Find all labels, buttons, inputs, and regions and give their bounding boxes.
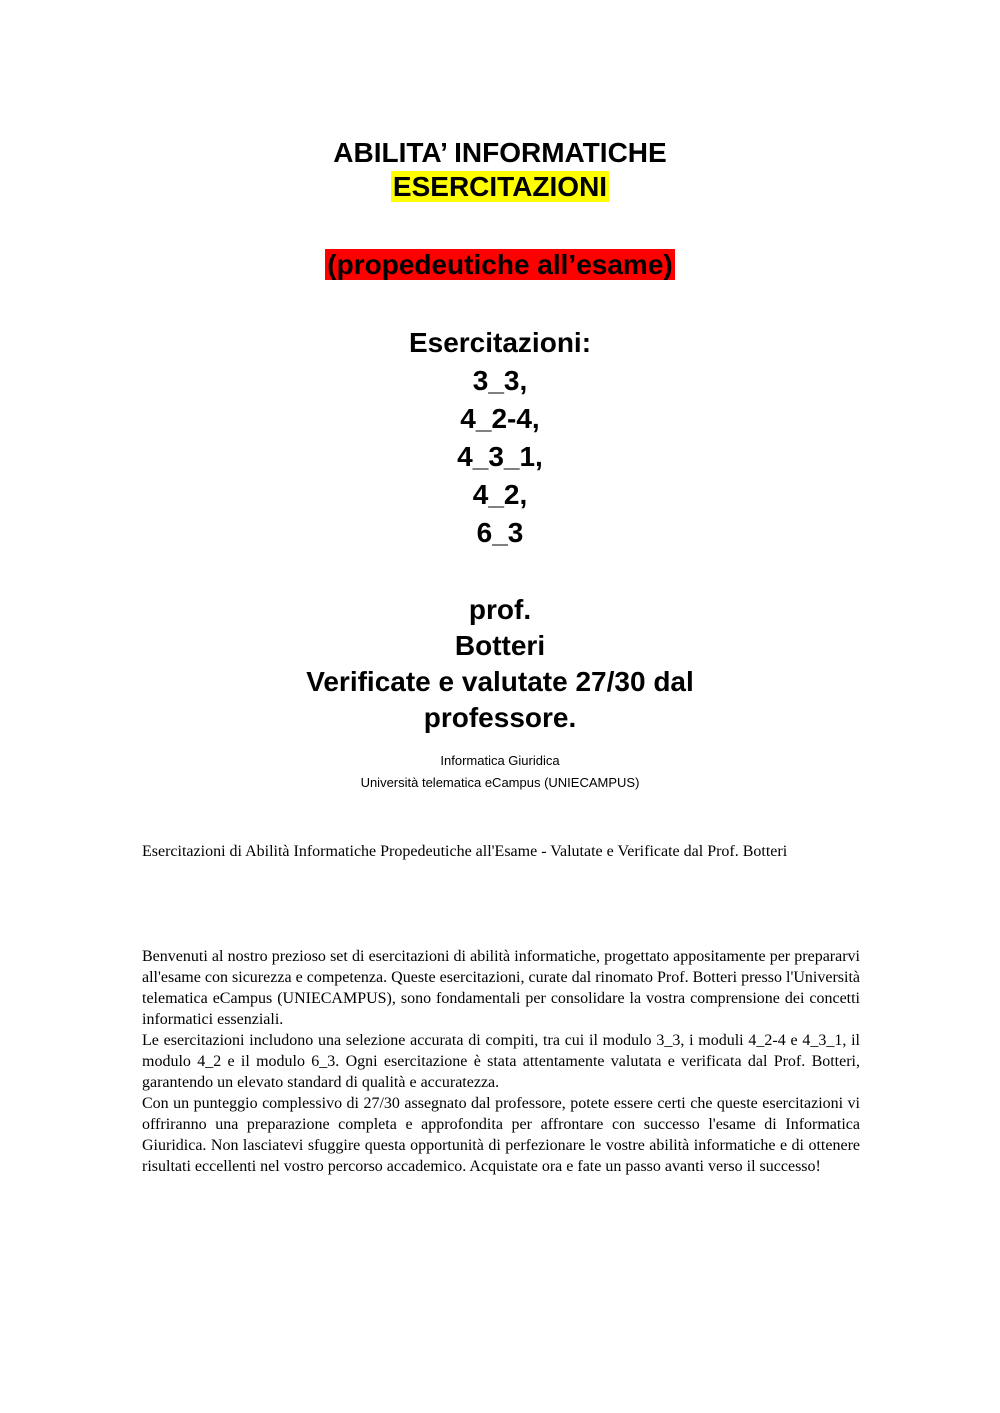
- exercise-list: [0, 324, 1000, 552]
- course-info: [0, 750, 1000, 794]
- intro-text: Esercitazioni di Abilità Informatiche Propedeutiche all'Esame - Valutate e Verificate dal Prof. Botteri: [142, 843, 788, 860]
- professor-line-3: Verificate e valutate 27/30 dal: [306, 666, 694, 697]
- course-name: Informatica Giuridica: [440, 753, 560, 768]
- title-line-1: ABILITA’ INFORMATICHE: [333, 137, 667, 168]
- exercise-item: 4_3_1,: [457, 441, 543, 472]
- body-paragraph: Con un punteggio complessivo di 27/30 assegnato dal professore, potete essere certi che queste esercitazioni vi offriranno una preparazione completa e approfondita per affrontare con successo l'esame di Informatica Giuridica. Non lasciatevi sfuggire questa opportunità di perfezionare le vostre abilità informatiche e di ottenere risultati eccellenti nel vostro percorso accademico. Acquistate ora e fate un passo avanti verso il successo!: [142, 1095, 860, 1175]
- professor-line-1: prof.: [468, 594, 532, 625]
- professor-line-2: Botteri: [454, 630, 546, 661]
- body-paragraph: Benvenuti al nostro prezioso set di esercitazioni di abilità informatiche, progettato appositamente per prepararvi all'esame con sicurezza e competenza. Queste esercitazioni, curate dal rinomato Prof. Botteri presso l'Università telematica eCampus (UNIECAMPUS), sono fondamentali per consolidare la vostra comprensione dei concetti informatici essenziali.: [142, 948, 860, 1028]
- body-paragraph: Le esercitazioni includono una selezione accurata di compiti, tra cui il modulo 3_3, i moduli 4_2-4 e 4_3_1, il modulo 4_2 e il modulo 6_3. Ogni esercitazione è stata attentamente valutata e verificata dal Prof. Botteri, garantendo un elevato standard di qualità e accuratezza.: [142, 1032, 860, 1091]
- exercise-item: 4_2,: [472, 479, 528, 510]
- document-title: [0, 136, 1000, 204]
- university-name: Università telematica eCampus (UNIECAMPUS): [360, 775, 640, 790]
- body-text: [142, 946, 860, 1177]
- professor-block: [0, 592, 1000, 736]
- title-line-2-highlighted: ESERCITAZIONI: [392, 171, 608, 202]
- exercise-item: 4_2-4,: [460, 403, 540, 434]
- subtitle-highlighted: (propedeutiche all’esame): [327, 249, 673, 280]
- document-subtitle: [0, 248, 1000, 282]
- exercise-list-label: Esercitazioni:: [408, 327, 592, 358]
- exercise-item: 6_3: [476, 517, 524, 548]
- exercise-item: 3_3,: [472, 365, 528, 396]
- professor-line-4: professore.: [423, 702, 577, 733]
